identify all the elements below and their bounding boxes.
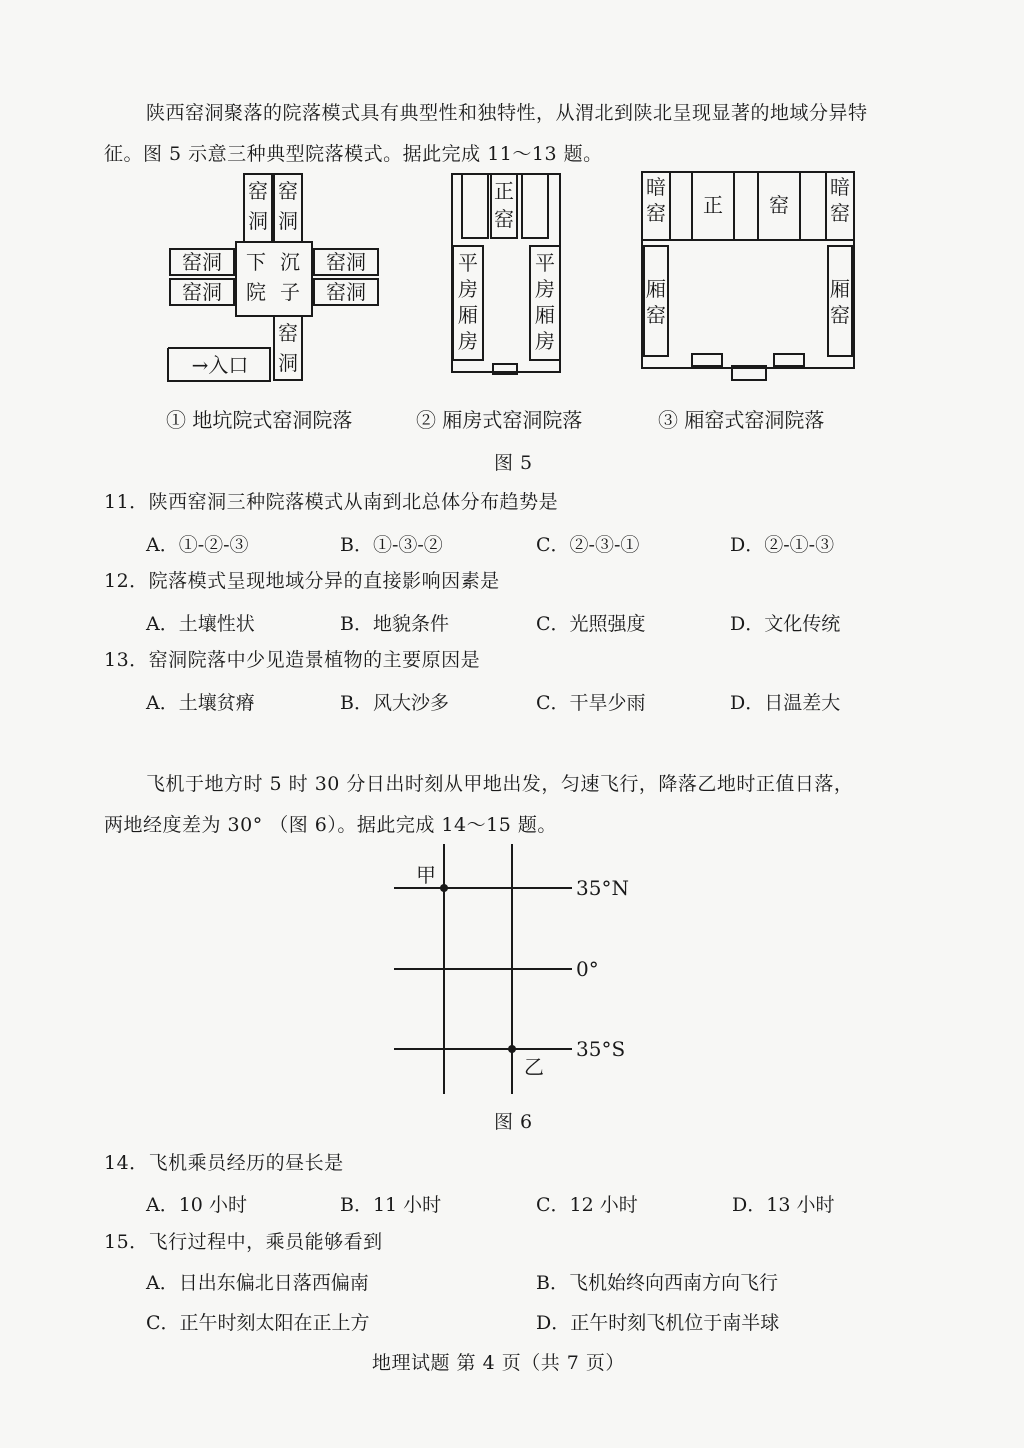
intro1-line2: 征。图 5 示意三种典型院落模式。据此完成 11～13 题。 [104,143,603,165]
d2-left-1: 平 [458,251,478,275]
point-b-dot [508,1045,516,1053]
q12-stem: 12．院落模式呈现地域分异的直接影响因素是 [104,570,500,592]
d1-left-a: 窑洞 [182,250,222,274]
d3-left-1: 厢 [646,277,666,301]
q12-option-d: D．文化传统 [730,613,841,635]
diagram-1-pit-courtyard [168,174,378,381]
d1-left-b: 窑洞 [182,280,222,304]
d2-left-3: 厢 [458,303,478,327]
d1-caption: ① 地坑院式窑洞院落 [166,408,353,432]
q14-stem: 14．飞机乘员经历的昼长是 [104,1152,344,1174]
d1-bottom-1: 窑 [278,321,298,345]
q12-option-b: B．地貌条件 [340,613,449,635]
d1-center-3: 院 [246,280,266,304]
d3-top-left-1: 暗 [646,175,666,199]
d1-center-1: 下 [246,250,266,274]
d2-right-3: 厢 [535,303,555,327]
intro2-line2: 两地经度差为 30° （图 6）。据此完成 14～15 题。 [104,814,557,836]
d2-right-1: 平 [535,251,555,275]
intro1-line1: 陕西窑洞聚落的院落模式具有典型性和独特性，从渭北到陕北呈现显著的地域分异特 [146,102,868,124]
q13-option-c: C．干旱少雨 [536,692,646,714]
point-a-dot [440,884,448,892]
lat-35n-label: 35°N [576,876,629,900]
q11-option-d: D．②-①-③ [730,534,835,556]
q11-option-c: C．②-③-① [536,534,640,556]
q14-option-b: B．11 小时 [340,1194,442,1216]
figure-6 [380,840,660,1100]
q15-option-a: A．日出东偏北日落西偏南 [146,1272,369,1294]
d2-right-2: 房 [535,277,555,301]
d3-top-mid1: 正 [703,193,723,217]
d1-center-2: 沉 [280,250,300,274]
lat-35s-label: 35°S [576,1037,626,1061]
d2-left-2: 房 [458,277,478,301]
q11-option-b: B．①-③-② [340,534,443,556]
d1-top-a-2: 洞 [248,209,268,233]
q12-option-a: A．土壤性状 [146,613,255,635]
q13-option-d: D．日温差大 [730,692,841,714]
lat-0-label: 0° [576,957,599,981]
d3-left-2: 窑 [646,303,666,327]
page-footer: 地理试题 第 4 页（共 7 页） [372,1352,625,1374]
figure-6-title: 图 6 [494,1111,533,1133]
d2-caption: ② 厢房式窑洞院落 [416,408,583,432]
diagram-3-wing-cave-courtyard [642,172,854,380]
q13-option-b: B．风大沙多 [340,692,449,714]
d1-right-b: 窑洞 [326,280,366,304]
q13-stem: 13．窑洞院落中少见造景植物的主要原因是 [104,649,481,671]
d1-bottom-2: 洞 [278,351,298,375]
q14-option-c: C．12 小时 [536,1194,638,1216]
q11-stem: 11．陕西窑洞三种院落模式从南到北总体分布趋势是 [104,491,559,513]
d1-right-a: 窑洞 [326,250,366,274]
d3-top-right-1: 暗 [830,175,850,199]
q13-option-a: A．土壤贫瘠 [146,692,255,714]
d1-top-b-2: 洞 [278,209,298,233]
q15-option-c: C．正午时刻太阳在正上方 [146,1312,370,1334]
point-a-label: 甲 [416,863,436,887]
q15-option-b: B．飞机始终向西南方向飞行 [536,1272,778,1294]
intro2-line1: 飞机于地方时 5 时 30 分日出时刻从甲地出发，匀速飞行，降落乙地时正值日落， [146,773,854,795]
figure-5 [160,168,870,438]
d1-center-4: 子 [280,280,300,304]
d2-top-2: 窑 [494,207,514,231]
point-b-label: 乙 [524,1055,544,1079]
figure-5-title: 图 5 [494,452,533,474]
d3-right-1: 厢 [830,277,850,301]
q14-option-d: D．13 小时 [732,1194,835,1216]
d3-caption: ③ 厢窑式窑洞院落 [658,408,825,432]
q14-option-a: A．10 小时 [146,1194,247,1216]
d2-left-4: 房 [458,329,478,353]
d1-entrance: →入口 [191,353,249,377]
d3-right-2: 窑 [830,303,850,327]
d2-top-1: 正 [494,179,514,203]
d2-right-4: 房 [535,329,555,353]
d1-top-a-1: 窑 [248,179,268,203]
d3-top-left-2: 窑 [646,201,666,225]
q11-option-a: A．①-②-③ [146,534,249,556]
d3-top-mid2: 窑 [769,193,789,217]
q15-stem: 15．飞行过程中，乘员能够看到 [104,1231,383,1253]
q15-option-d: D．正午时刻飞机位于南半球 [536,1312,780,1334]
d3-top-right-2: 窑 [830,201,850,225]
q12-option-c: C．光照强度 [536,613,646,635]
d1-top-b-1: 窑 [278,179,298,203]
